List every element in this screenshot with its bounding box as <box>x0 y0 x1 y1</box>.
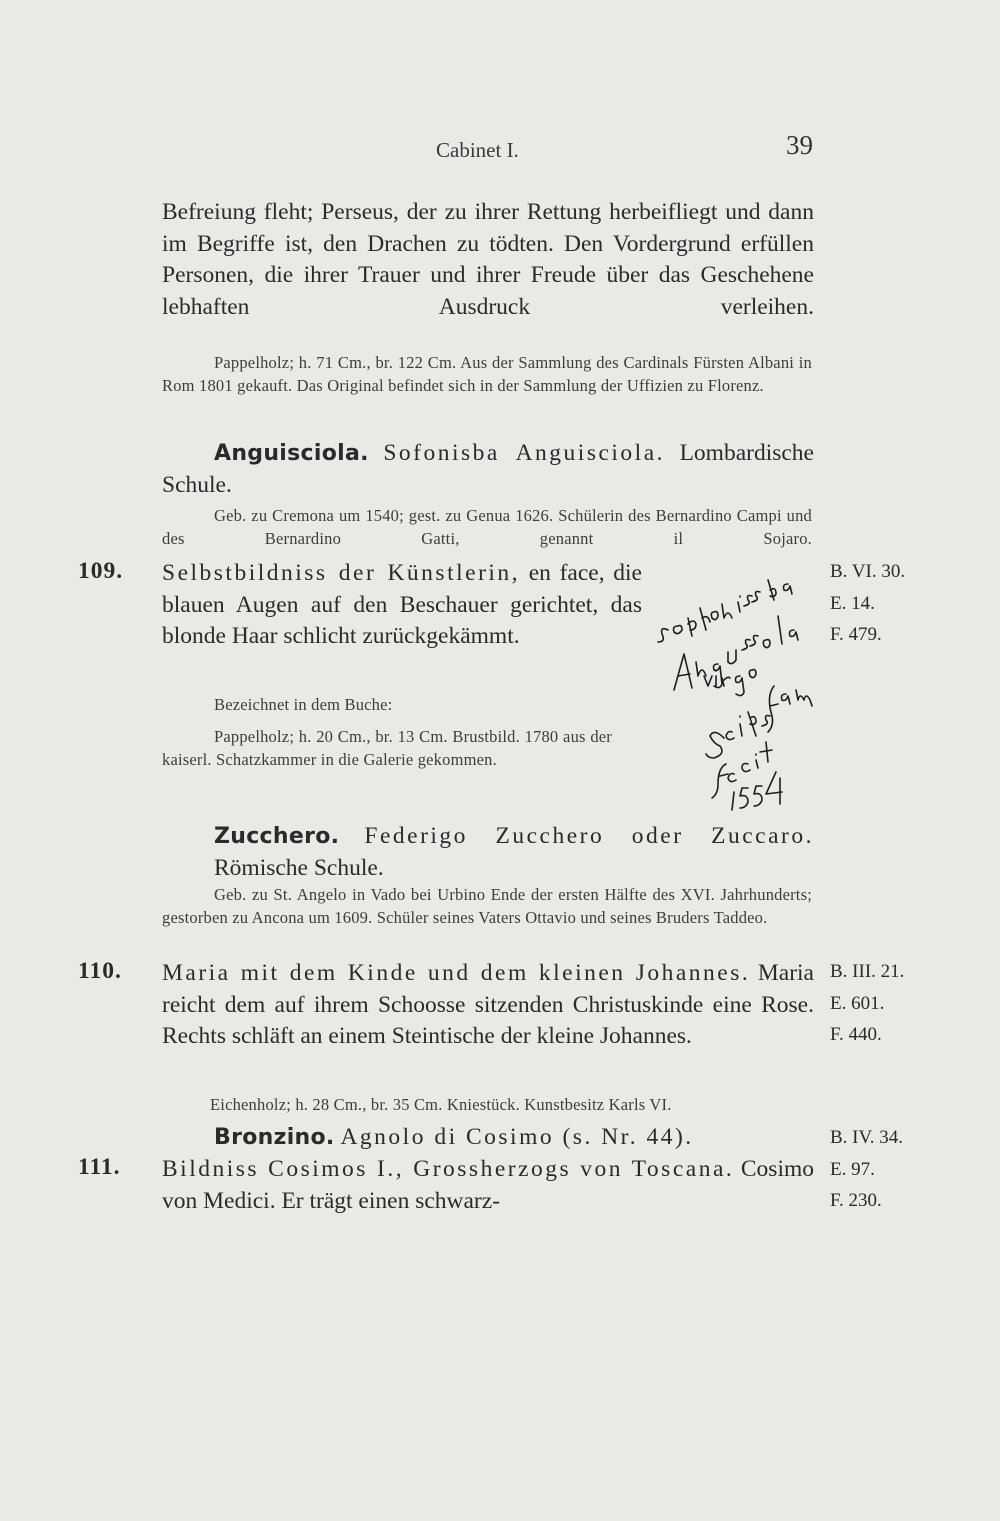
reference: B. IV. 34. <box>830 1127 904 1148</box>
entry-description: Cosimo von Medici. Er trägt einen schwarz- <box>162 1156 815 1214</box>
artist-school: Lombardische Schule. <box>162 440 814 498</box>
catalogue-number-111: 111. <box>78 1154 121 1180</box>
entry-109-note: Pappelholz; h. 20 Cm., br. 13 Cm. Brustbild. 1780 aus der kaiserl. Schatzkammer in die Galerie gekommen. <box>162 727 612 769</box>
entry-109-text <box>162 558 642 653</box>
artist-heading-anguisciola <box>162 438 814 501</box>
entry-109-signed-note: Bezeichnet in dem Buche: <box>214 695 393 714</box>
entry-description: Maria reicht dem auf ihrem Schoosse sitzenden Christuskinde eine Rose. Rechts schläft an einem Steintische der kleine Johannes. <box>162 960 814 1049</box>
entry-110-references <box>830 956 940 1051</box>
page-number: 39 <box>786 130 813 160</box>
reference: B. VI. 30. <box>830 561 906 582</box>
handwritten-signature <box>640 566 840 816</box>
intro-note: Pappelholz; h. 71 Cm., br. 122 Cm. Aus der Sammlung des Cardinals Fürsten Albani in Rom 1801 gekauft. Das Original befindet sich in der Sammlung der Uffizien zu Florenz. <box>162 353 812 395</box>
reference: E. 14. <box>830 592 875 614</box>
reference: F. 479. <box>830 624 882 645</box>
artist-name: Zucchero. <box>214 824 340 849</box>
artist-heading-bronzino <box>162 1122 814 1154</box>
entry-110-note: Eichenholz; h. 28 Cm., br. 35 Cm. Kniestück. Kunstbesitz Karls VI. <box>210 1095 672 1114</box>
artist-bio-anguisciola: Geb. zu Cremona um 1540; gest. zu Genua 1626. Schülerin des Bernardino Campi und des Bernardino Gatti, genannt il Sojaro. <box>162 506 812 548</box>
catalogue-number-110: 110. <box>78 958 122 984</box>
entry-111-references <box>830 1122 940 1217</box>
artist-heading-zucchero <box>162 820 814 853</box>
catalogue-number-109: 109. <box>78 558 124 584</box>
artist-full-name: Sofonisba Anguisciola. <box>383 440 666 466</box>
artist-school-zucchero: Römische Schule. <box>214 855 384 881</box>
entry-title: Maria mit dem Kinde und dem kleinen Johannes. <box>162 960 751 986</box>
entry-title: Selbstbildniss der Künstlerin, <box>162 560 521 586</box>
intro-paragraph: Befreiung fleht; Perseus, der zu ihrer Rettung herbeifliegt und dann im Begriffe ist, den Drachen zu tödten. Den Vordergrund erfüllen Personen, die ihrer Trauer und ihrer Freude über das Geschehene lebhaften Ausdruck verleihen. <box>162 199 814 320</box>
artist-bio-zucchero: Geb. zu St. Angelo in Vado bei Urbino Ende der ersten Hälfte des XVI. Jahrhunderts; gestorben zu Ancona um 1609. Schüler seines Vaters Ottavio und seines Bruders Taddeo. <box>162 885 812 927</box>
reference: F. 440. <box>830 1024 882 1045</box>
entry-110-text <box>162 958 814 1053</box>
artist-full-name: Agnolo di Cosimo (s. Nr. 44). <box>340 1124 694 1150</box>
running-header: Cabinet I. <box>436 138 519 162</box>
artist-name: Bronzino. <box>214 1125 335 1150</box>
entry-109-references <box>830 556 940 651</box>
artist-name: Anguisciola. <box>214 441 369 466</box>
reference: F. 230. <box>830 1190 882 1211</box>
reference: E. 601. <box>830 992 885 1014</box>
reference: B. III. 21. <box>830 961 905 982</box>
entry-title: Bildniss Cosimos I., Grossherzogs von Toscana. <box>162 1156 735 1182</box>
reference: E. 97. <box>830 1158 875 1180</box>
entry-111-text <box>162 1154 814 1217</box>
entry-description: en face, die blauen Augen auf den Beschauer gerichtet, das blonde Haar schlicht zurückgekämmt. <box>162 560 642 649</box>
artist-full-name: Federigo Zucchero oder Zuccaro. <box>364 823 814 849</box>
